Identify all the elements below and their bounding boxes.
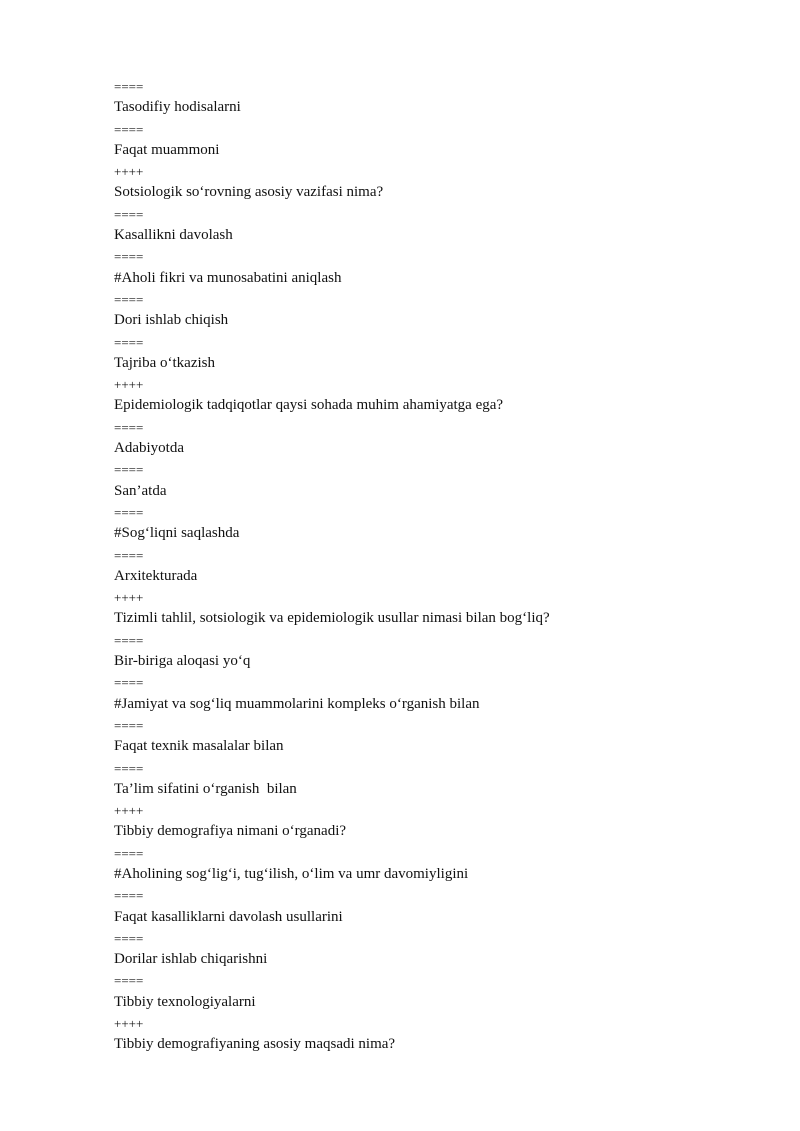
separator-line: ==== — [114, 291, 144, 307]
text-line: Tajriba o‘tkazish — [114, 354, 215, 371]
text-line: Bir-biriga aloqasi yo‘q — [114, 653, 251, 670]
separator-line: ==== — [114, 206, 144, 222]
text-line: Ta’lim sifatini o‘rganish bilan — [114, 780, 297, 797]
separator-line: ==== — [114, 249, 144, 265]
text-line: Kasallikni davolash — [114, 227, 233, 244]
separator-line: ++++ — [114, 1016, 144, 1032]
text-line: Tibbiy texnologiyalarni — [114, 993, 256, 1010]
separator-line: ==== — [114, 930, 144, 946]
text-line: Faqat texnik masalalar bilan — [114, 738, 284, 755]
separator-line: ==== — [114, 717, 144, 733]
text-line: #Aholi fikri va munosabatini aniqlash — [114, 269, 342, 286]
text-line: #Jamiyat va sog‘liq muammolarini kompleks o‘rganish bilan — [114, 695, 480, 712]
text-line: #Sog‘liqni saqlashda — [114, 525, 240, 542]
separator-line: ++++ — [114, 164, 144, 180]
separator-line: ++++ — [114, 803, 144, 819]
text-line: Faqat kasalliklarni davolash usullarini — [114, 908, 343, 925]
document-page — [114, 76, 734, 1056]
separator-line: ==== — [114, 632, 144, 648]
text-line: Dori ishlab chiqish — [114, 312, 229, 329]
separator-line: ==== — [114, 79, 144, 94]
separator-line: ==== — [114, 547, 144, 563]
text-line: Tibbiy demografiyaning asosiy maqsadi nima? — [114, 1036, 396, 1053]
separator-line: ==== — [114, 973, 144, 989]
separator-line: ==== — [114, 504, 144, 520]
separator-line: ==== — [114, 121, 144, 137]
separator-line: ==== — [114, 334, 144, 350]
text-line: Tizimli tahlil, sotsiologik va epidemiologik usullar nimasi bilan bog‘liq? — [114, 610, 550, 627]
text-line: Sotsiologik so‘rovning asosiy vazifasi nima? — [114, 184, 384, 201]
separator-line: ==== — [114, 419, 144, 435]
text-line: Adabiyotda — [114, 440, 184, 457]
text-line: Epidemiologik tadqiqotlar qaysi sohada muhim ahamiyatga ega? — [114, 397, 504, 414]
text-line: Faqat muammoni — [114, 141, 220, 158]
text-line: Tasodifiy hodisalarni — [114, 99, 241, 116]
text-line: San’atda — [114, 482, 167, 499]
separator-line: ==== — [114, 845, 144, 861]
text-line: Dorilar ishlab chiqarishni — [114, 951, 268, 968]
text-line: Tibbiy demografiya nimani o‘rganadi? — [114, 823, 347, 840]
separator-line: ==== — [114, 462, 144, 478]
separator-line: ++++ — [114, 377, 144, 393]
text-line: Arxitekturada — [114, 567, 198, 584]
separator-line: ++++ — [114, 590, 144, 606]
text-line: #Aholining sog‘lig‘i, tug‘ilish, o‘lim va umr davomiyligini — [114, 865, 469, 882]
separator-line: ==== — [114, 760, 144, 776]
separator-line: ==== — [114, 888, 144, 904]
separator-line: ==== — [114, 675, 144, 691]
